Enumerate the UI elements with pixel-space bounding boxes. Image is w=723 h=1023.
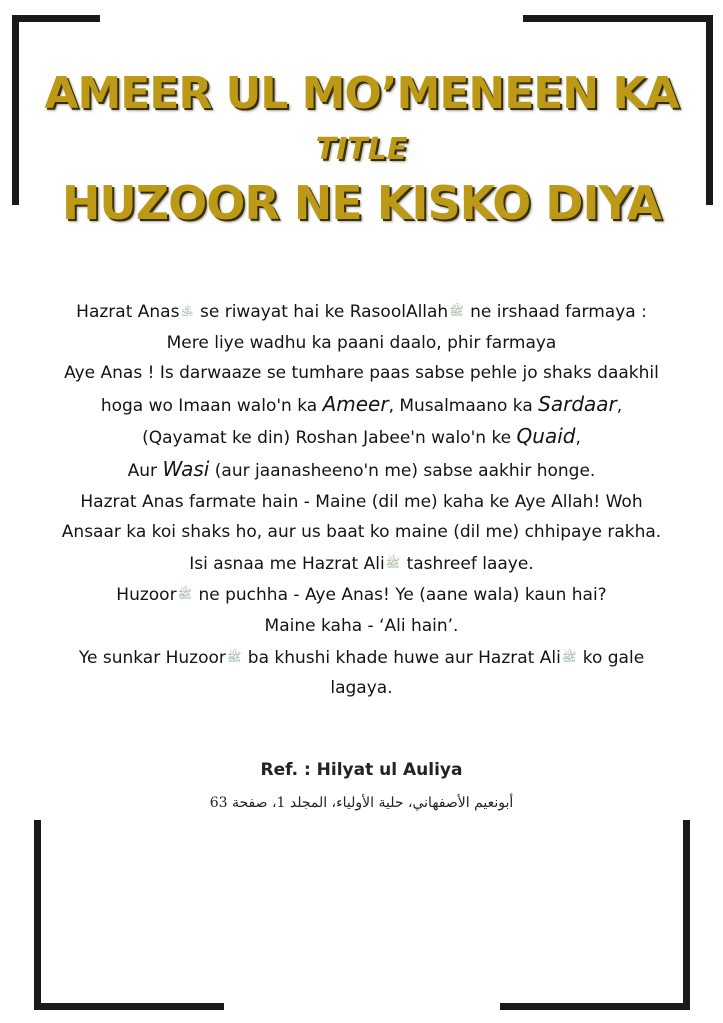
hadith-line: Aur Wasi (aur jaanasheeno'n me) sabse aakhir honge. <box>127 456 596 481</box>
honorific-icon: ﵁ <box>180 304 194 318</box>
hadith-line: Mere liye wadhu ka paani daalo, phir farmaya <box>166 332 557 353</box>
hadith-line: lagaya. <box>330 678 393 699</box>
hadith-line: Ansaar ka koi shaks ho, aur us baat ko maine (dil me) chhipaye rakha. <box>61 522 662 543</box>
title-line-1: AMEER UL MO’MENEEN KA <box>44 68 679 119</box>
honorific-icon: ﷺ <box>177 587 193 602</box>
hadith-text <box>30 296 693 704</box>
title-line-3: HUZOOR NE KISKO DIYA <box>61 176 662 230</box>
frame-corner-bottom-left-v <box>34 820 41 1010</box>
frame-corner-bottom-right-h <box>500 1003 690 1010</box>
frame-corner-top-right-h <box>523 15 713 22</box>
frame-corner-bottom-right-v <box>683 820 690 1010</box>
frame-corner-top-left-h <box>12 15 100 22</box>
hadith-line: Maine kaha - ‘Ali hain’. <box>264 615 459 636</box>
honorific-icon: ﷺ <box>385 555 401 570</box>
hadith-line: Isi asnaa me Hazrat Aliﷺ tashreef laaye. <box>30 548 693 580</box>
hadith-line: Hazrat Anas farmate hain - Maine (dil me) kaha ke Aye Allah! Woh <box>80 491 643 512</box>
honorific-icon: ﷺ <box>561 649 577 664</box>
hadith-line: Ye sunkar Huzoorﷺ ba khushi khade huwe aur Hazrat Aliﷺ ko gale <box>30 642 693 674</box>
reference-arabic: أبونعيم الأصفهاني، حلية الأولياء، المجلد 1، صفحة 63 <box>209 795 514 811</box>
honorific-icon: ﷺ <box>449 304 464 318</box>
reference-label: Ref. : Hilyat ul Auliya <box>260 760 463 780</box>
hadith-line: Hazrat Anas﵁ se riwayat hai ke RasoolAllahﷺ ne irshaad farmaya : <box>30 296 693 328</box>
hadith-line: Aye Anas ! Is darwaaze se tumhare paas sabse pehle jo shaks daakhil <box>64 363 659 384</box>
frame-corner-bottom-left-h <box>34 1003 224 1010</box>
hadith-line: hoga wo Imaan walo'n ka Ameer, Musalmaano ka Sardaar, <box>100 391 623 416</box>
honorific-icon: ﷺ <box>226 649 242 664</box>
title-line-2: TITLE <box>315 132 408 167</box>
hadith-line: (Qayamat ke din) Roshan Jabee'n walo'n ke Quaid, <box>142 424 581 449</box>
hadith-line: Huzoorﷺ ne puchha - Aye Anas! Ye (aane wala) kaun hai? <box>30 579 693 611</box>
